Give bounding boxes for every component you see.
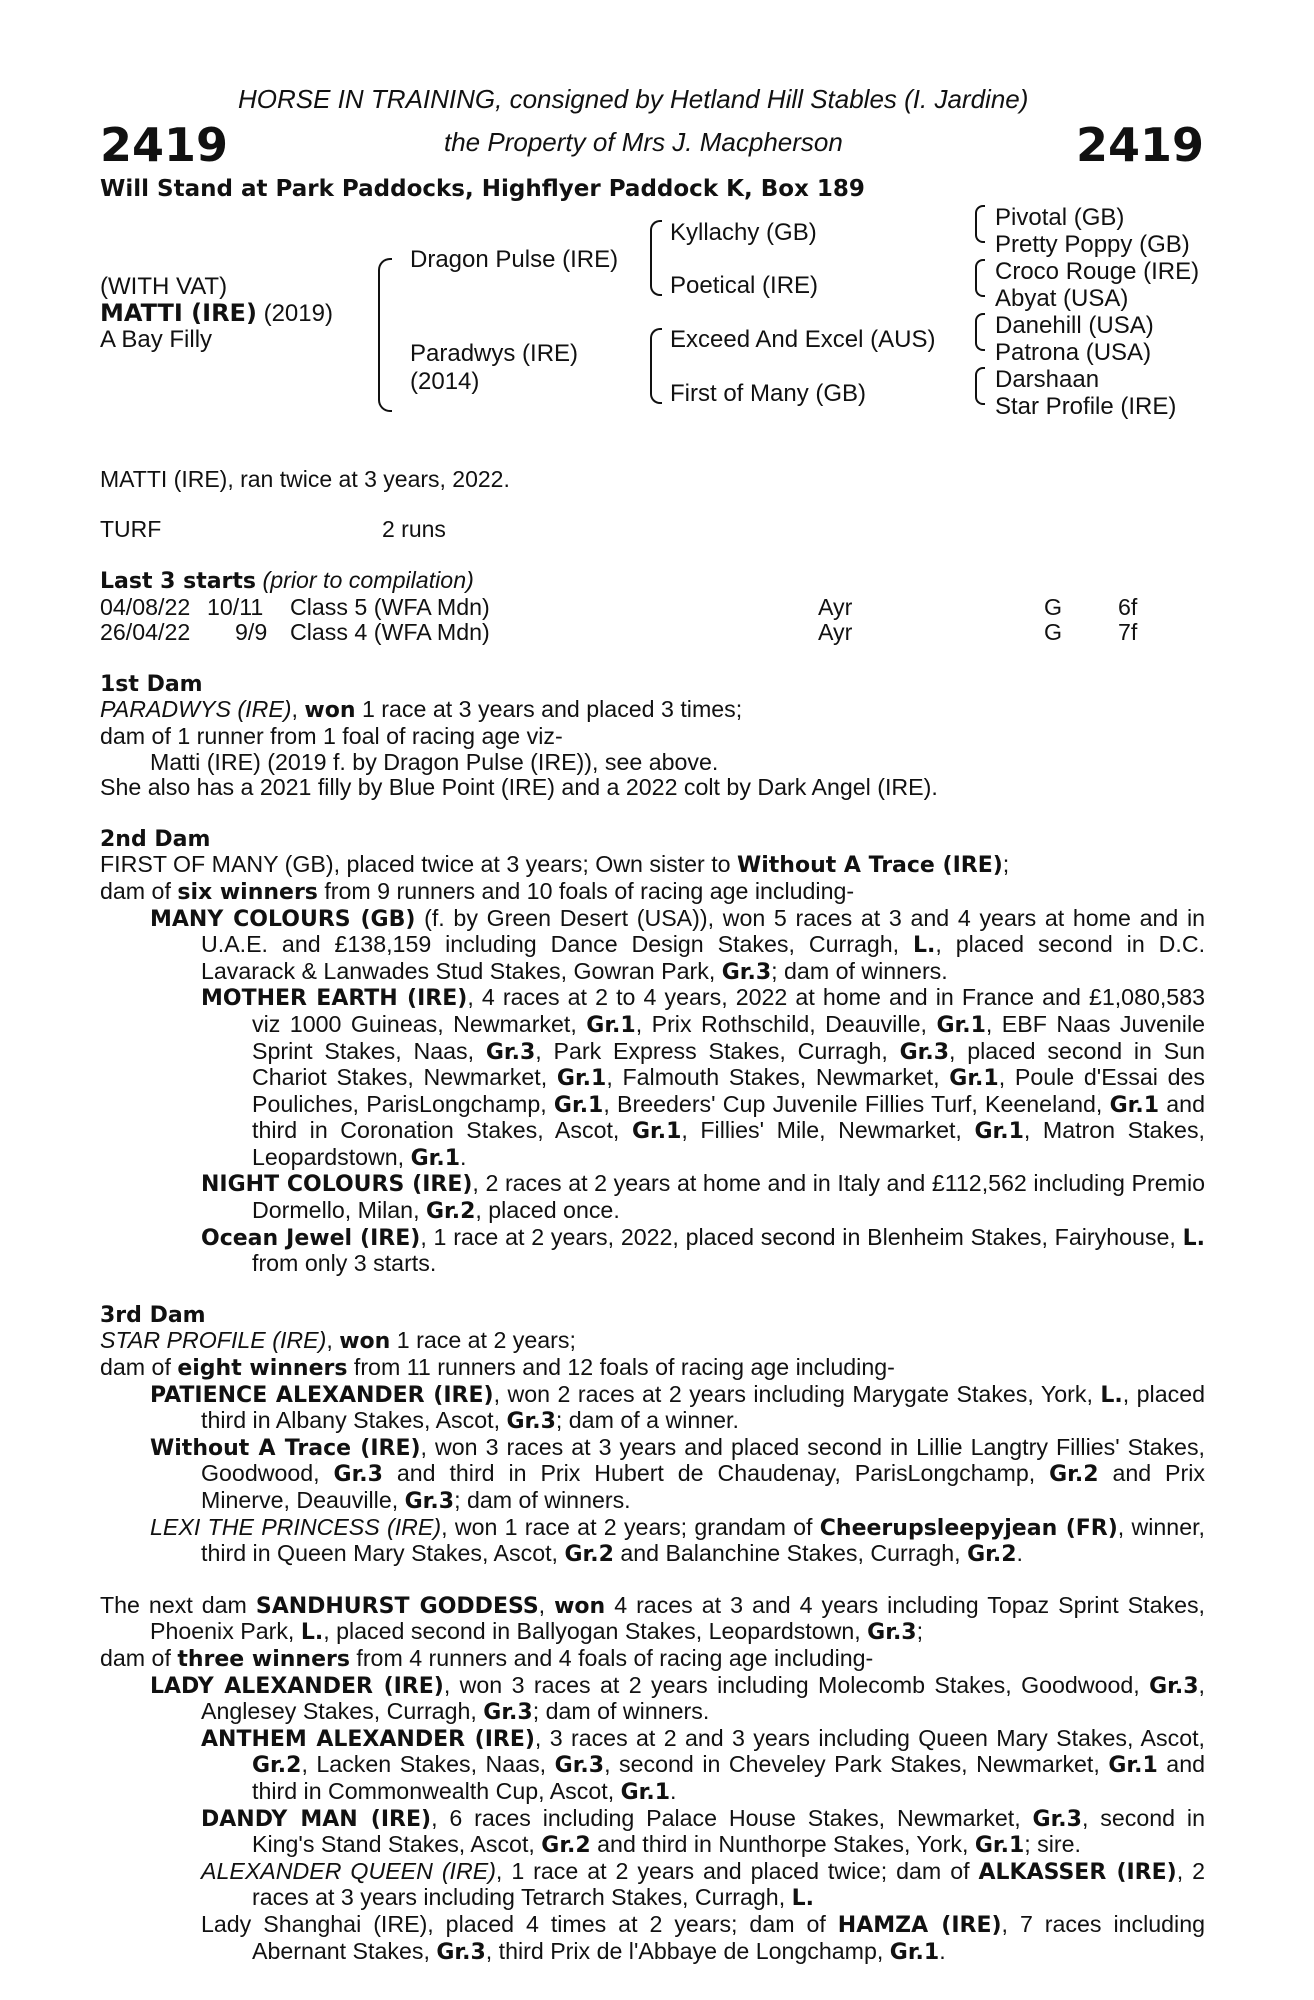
- horse-year: (2019): [256, 300, 333, 327]
- produce-ocean-jewel: Ocean Jewel (IRE), 1 race at 2 years, 2022, placed second in Blenheim Stakes, Fairyhouse, L. from only 3 starts.: [201, 1223, 1205, 1277]
- produce-without-a-trace: Without A Trace (IRE), won 3 races at 3 years and placed second in Lillie Langtry Fillies' Stakes, Goodwood, Gr.3 and third in Prix Hubert de Chaudenay, ParisLongchamp, Gr.2 and Prix Minerve, Deauville, Gr.3; dam of winners.: [150, 1433, 1205, 1514]
- second-dam-line: FIRST OF MANY (GB), placed twice at 3 years; Own sister to Without A Trace (IRE);: [100, 851, 1010, 879]
- produce-anthem-alexander: ANTHEM ALEXANDER (IRE), 3 races at 2 and 3 years including Queen Mary Stakes, Ascot, Gr.2, Lacken Stakes, Naas, Gr.3, second in Cheveley Park Stakes, Newmarket, Gr.1 and third in Commonwealth Cup, Ascot, Gr.1.: [201, 1724, 1205, 1805]
- produce-mother-earth: MOTHER EARTH (IRE), 4 races at 2 to 4 years, 2022 at home and in France and £1,080,583 viz 1000 Guineas, Newmarket, Gr.1, Prix Rothschild, Deauville, Gr.1, EBF Naas Juvenile Sprint Stakes, Naas, Gr.3, Park Express Stakes, Curragh, Gr.3, placed second in Sun Chariot Stakes, Newmarket, Gr.1, Falmouth Stakes, Newmarket, Gr.1, Poule d'Essai des Pouliches, ParisLongchamp, Gr.1, Breeders' Cup Juvenile Fillies Turf, Keeneland, Gr.1 and third in Coronation Stakes, Ascot, Gr.1, Fillies' Mile, Newmarket, Gr.1, Matron Stakes, Leopardstown, Gr.1.: [201, 984, 1205, 1171]
- dam-year: (2014): [410, 368, 480, 395]
- first-dam-note: She also has a 2021 filly by Blue Point (IRE) and a 2022 colt by Dark Angel (IRE).: [100, 774, 938, 801]
- race-summary: MATTI (IRE), ran twice at 3 years, 2022.: [100, 466, 510, 492]
- third-dam-line: STAR PROFILE (IRE), won 1 race at 2 years;: [100, 1327, 576, 1355]
- ggp-4: Abyat (USA): [995, 285, 1129, 312]
- ggp-7: Darshaan: [995, 366, 1100, 393]
- horse-name: MATTI (IRE): [100, 299, 257, 327]
- first-dam-heading: 1st Dam: [100, 671, 203, 697]
- produce-night-colours: NIGHT COLOURS (IRE), 2 races at 2 years at home and in Italy and £112,562 including Premio Dormello, Milan, Gr.2, placed once.: [201, 1170, 1205, 1225]
- stand-location: Will Stand at Park Paddocks, Highflyer Paddock K, Box 189: [100, 176, 865, 202]
- consignment-line: HORSE IN TRAINING, consigned by Hetland Hill Stables (I. Jardine): [238, 84, 1029, 114]
- race-row: 04/08/22 10/11 Class 5 (WFA Mdn) Ayr G 6f: [100, 593, 1138, 620]
- second-dam-produce: dam of six winners from 9 runners and 10 foals of racing age including-: [100, 877, 855, 905]
- vat-note: (WITH VAT): [100, 273, 228, 300]
- produce-lady-shanghai: Lady Shanghai (IRE), placed 4 times at 2 years; dam of HAMZA (IRE), 7 races including Abernant Stakes, Gr.3, third Prix de l'Abbaye de Longchamp, Gr.1.: [201, 1910, 1205, 1965]
- pedigree-brace-g1: [975, 205, 985, 243]
- sire-sire: Kyllachy (GB): [670, 219, 817, 246]
- dam-sire: Exceed And Excel (AUS): [670, 326, 936, 353]
- ggp-2: Pretty Poppy (GB): [995, 231, 1190, 258]
- pedigree-brace-dam: [650, 328, 662, 404]
- lot-number-right: 2419: [1075, 118, 1204, 172]
- dam: Paradwys (IRE): [410, 340, 579, 367]
- property-line: the Property of Mrs J. Macpherson: [444, 127, 843, 157]
- first-dam-foal: Matti (IRE) (2019 f. by Dragon Pulse (IRE)), see above.: [150, 748, 719, 775]
- produce-patience-alexander: PATIENCE ALEXANDER (IRE), won 2 races at 2 years including Marygate Stakes, York, L., placed third in Albany Stakes, Ascot, Gr.3; dam of a winner.: [150, 1380, 1205, 1435]
- turf-label: TURF: [100, 516, 162, 542]
- produce-dandy-man: DANDY MAN (IRE), 6 races including Palace House Stakes, Newmarket, Gr.3, second in King's Stand Stakes, Ascot, Gr.2 and third in Nunthorpe Stakes, York, Gr.1; sire.: [201, 1804, 1205, 1859]
- turf-value: 2 runs: [382, 516, 446, 542]
- horse-name-line: [100, 299, 333, 328]
- produce-lexi-the-princess: LEXI THE PRINCESS (IRE), won 1 race at 2 years; grandam of Cheerupsleepyjean (FR), winner, third in Queen Mary Stakes, Ascot, Gr.2 and Balanchine Stakes, Curragh, Gr.2.: [150, 1513, 1205, 1568]
- ggp-3: Croco Rouge (IRE): [995, 258, 1200, 285]
- first-dam-line: PARADWYS (IRE), won 1 race at 3 years and placed 3 times;: [100, 696, 743, 724]
- produce-lady-alexander: LADY ALEXANDER (IRE), won 3 races at 2 years including Molecomb Stakes, Goodwood, Gr.3, Anglesey Stakes, Curragh, Gr.3; dam of winners.: [150, 1671, 1205, 1726]
- pedigree-brace-g4: [975, 367, 985, 405]
- sire: Dragon Pulse (IRE): [410, 246, 619, 273]
- first-dam-produce: dam of 1 runner from 1 foal of racing age viz-: [100, 722, 563, 749]
- second-dam-heading: 2nd Dam: [100, 826, 211, 852]
- sire-dam: Poetical (IRE): [670, 272, 819, 299]
- catalogue-body: [100, 568, 1205, 1965]
- third-dam-produce: dam of eight winners from 11 runners and 12 foals of racing age including-: [100, 1354, 895, 1382]
- ggp-8: Star Profile (IRE): [995, 393, 1177, 420]
- pedigree-brace-g2: [975, 259, 985, 297]
- dam-dam: First of Many (GB): [670, 380, 867, 407]
- pedigree-brace-sire: [650, 220, 662, 296]
- third-dam-heading: 3rd Dam: [100, 1302, 206, 1328]
- pedigree-brace-g3: [975, 313, 985, 351]
- produce-alexander-queen: ALEXANDER QUEEN (IRE), 1 race at 2 years and placed twice; dam of ALKASSER (IRE), 2 races at 3 years including Tetrarch Stakes, Curragh, L.: [201, 1857, 1206, 1912]
- horse-description: A Bay Filly: [100, 326, 213, 353]
- produce-many-colours: MANY COLOURS (GB) (f. by Green Desert (USA)), won 5 races at 3 and 4 years at home and in U.A.E. and £138,159 including Dance Design Stakes, Curragh, L., placed second in D.C. Lavarack & Lanwades Stud Stakes, Gowran Park, Gr.3; dam of winners.: [150, 904, 1206, 985]
- ggp-1: Pivotal (GB): [995, 204, 1125, 231]
- next-dam-produce: dam of three winners from 4 runners and 4 foals of racing age including-: [100, 1644, 874, 1672]
- pedigree-brace-main: [378, 258, 392, 412]
- race-row: 26/04/22 9/9 Class 4 (WFA Mdn) Ayr G 7f: [100, 619, 1138, 646]
- ggp-6: Patrona (USA): [995, 339, 1152, 366]
- next-dam-line: The next dam SANDHURST GODDESS, won 4 races at 3 and 4 years including Topaz Sprint Stakes, Phoenix Park, L., placed second in Ballyogan Stakes, Leopardstown, Gr.3;: [100, 1591, 1206, 1646]
- ggp-5: Danehill (USA): [995, 312, 1154, 339]
- last-starts-heading: Last 3 starts (prior to compilation): [100, 567, 474, 594]
- lot-number-left: 2419: [100, 118, 229, 172]
